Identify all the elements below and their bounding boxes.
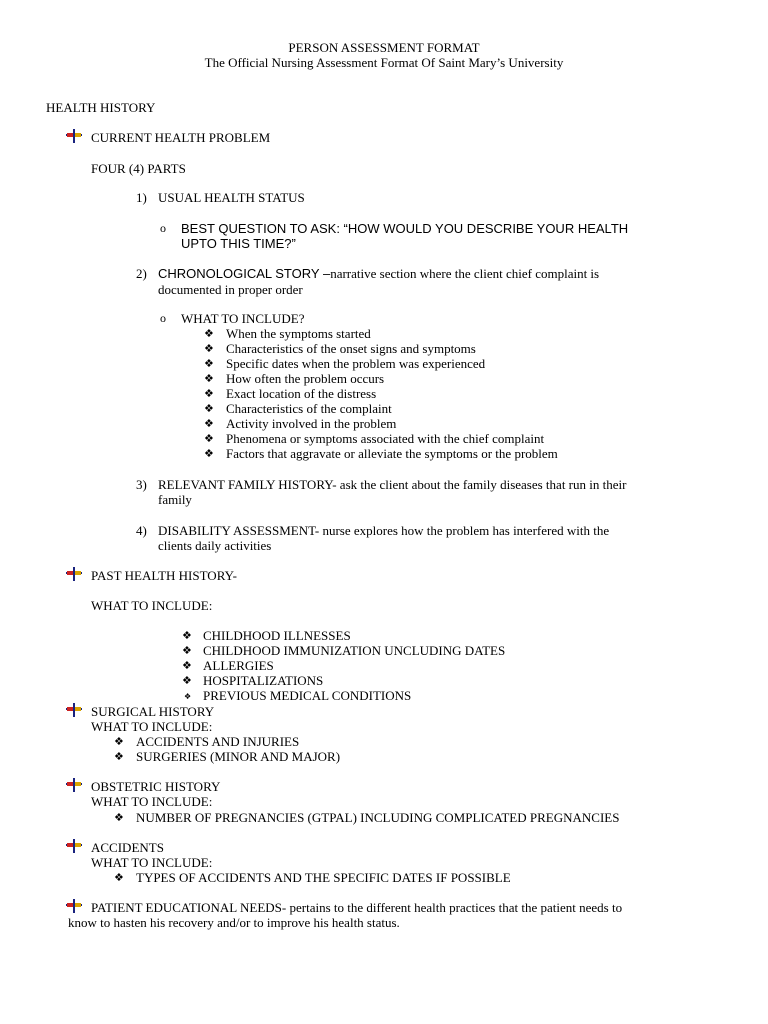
item-number: 2) bbox=[136, 266, 147, 281]
four-diamond-bullet-icon: ❖ bbox=[204, 447, 214, 460]
four-diamond-bullet-icon: ❖ bbox=[114, 811, 124, 824]
educational-needs-rest: - pertains to the different health practices that the patient needs to bbox=[281, 900, 623, 915]
four-diamond-bullet-icon: ❖ bbox=[204, 342, 214, 355]
best-question-line1: BEST QUESTION TO ASK: “HOW WOULD YOU DESCRIBE YOUR HEALTH bbox=[181, 221, 629, 236]
chronological-story-line2: documented in proper order bbox=[158, 282, 303, 297]
past-item: HOSPITALIZATIONS bbox=[203, 673, 324, 688]
four-diamond-bullet-icon: ❖ bbox=[204, 372, 214, 385]
include-item: Exact location of the distress bbox=[226, 386, 377, 401]
family-history-lead: RELEVANT FAMILY HISTORY bbox=[158, 477, 333, 492]
hollow-circle-bullet-icon: o bbox=[160, 221, 166, 235]
document-title: PERSON ASSESSMENT FORMAT bbox=[288, 40, 480, 55]
disability-assessment-lead: DISABILITY ASSESSMENT bbox=[158, 523, 315, 538]
flag-arrow-bullet-icon bbox=[66, 703, 82, 717]
family-history-rest: - ask the client about the family diseases that run in their bbox=[332, 477, 627, 492]
four-diamond-bullet-icon: ❖ bbox=[204, 387, 214, 400]
chronological-story-line1 bbox=[158, 266, 599, 281]
family-history-line1 bbox=[158, 477, 626, 492]
past-item: CHILDHOOD ILLNESSES bbox=[203, 628, 351, 643]
past-item: CHILDHOOD IMMUNIZATION UNCLUDING DATES bbox=[203, 643, 506, 658]
flag-arrow-bullet-icon bbox=[66, 839, 82, 853]
item-number: 4) bbox=[136, 523, 147, 538]
educational-needs-line1 bbox=[91, 900, 622, 915]
obstetric-item: NUMBER OF PREGNANCIES (GTPAL) INCLUDING COMPLICATED PREGNANCIES bbox=[136, 810, 620, 825]
four-parts-label: FOUR (4) PARTS bbox=[91, 161, 186, 176]
what-to-include-label: WHAT TO INCLUDE: bbox=[91, 719, 213, 734]
heading-current-health-problem: CURRENT HEALTH PROBLEM bbox=[91, 130, 271, 145]
include-item: How often the problem occurs bbox=[226, 371, 385, 386]
include-item: Specific dates when the problem was experienced bbox=[226, 356, 486, 371]
four-diamond-bullet-icon: ❖ bbox=[204, 327, 214, 340]
flag-arrow-bullet-icon bbox=[66, 899, 82, 913]
four-diamond-bullet-icon: ❖ bbox=[114, 750, 124, 763]
four-diamond-bullet-icon: ❖ bbox=[182, 644, 192, 657]
four-diamond-bullet-icon: ❖ bbox=[204, 432, 214, 445]
past-item: PREVIOUS MEDICAL CONDITIONS bbox=[203, 688, 412, 703]
past-item: ALLERGIES bbox=[203, 658, 274, 673]
document-subtitle: The Official Nursing Assessment Format Of Saint Mary’s University bbox=[204, 55, 564, 70]
include-item: Characteristics of the onset signs and symptoms bbox=[226, 341, 476, 356]
hollow-circle-bullet-icon: o bbox=[160, 311, 166, 325]
four-diamond-bullet-icon: ❖ bbox=[204, 417, 214, 430]
educational-needs-lead: PATIENT EDUCATIONAL NEEDS bbox=[91, 900, 282, 915]
item-number: 1) bbox=[136, 190, 147, 205]
four-diamond-bullet-icon: ❖ bbox=[114, 871, 124, 884]
surgical-item: SURGERIES (MINOR AND MAJOR) bbox=[136, 749, 341, 764]
chronological-story-lead: CHRONOLOGICAL STORY – bbox=[158, 266, 331, 281]
usual-health-status: USUAL HEALTH STATUS bbox=[158, 190, 305, 205]
what-to-include-label: WHAT TO INCLUDE: bbox=[91, 598, 213, 613]
what-to-include-label: WHAT TO INCLUDE: bbox=[91, 794, 213, 809]
what-to-include-label: WHAT TO INCLUDE? bbox=[181, 311, 305, 326]
four-diamond-bullet-icon: ❖ bbox=[204, 357, 214, 370]
disability-assessment-line2: clients daily activities bbox=[158, 538, 272, 553]
best-question-line2: UPTO THIS TIME?” bbox=[181, 236, 296, 251]
four-diamond-bullet-icon: ❖ bbox=[184, 692, 192, 701]
flag-arrow-bullet-icon bbox=[66, 129, 82, 143]
family-history-line2: family bbox=[158, 492, 192, 507]
include-item: Activity involved in the problem bbox=[226, 416, 397, 431]
surgical-item: ACCIDENTS AND INJURIES bbox=[136, 734, 300, 749]
four-diamond-bullet-icon: ❖ bbox=[114, 735, 124, 748]
what-to-include-label: WHAT TO INCLUDE: bbox=[91, 855, 213, 870]
accidents-item: TYPES OF ACCIDENTS AND THE SPECIFIC DATES IF POSSIBLE bbox=[136, 870, 511, 885]
heading-obstetric-history: OBSTETRIC HISTORY bbox=[91, 779, 221, 794]
flag-arrow-bullet-icon bbox=[66, 567, 82, 581]
heading-accidents: ACCIDENTS bbox=[91, 840, 164, 855]
include-item: Phenomena or symptoms associated with the chief complaint bbox=[226, 431, 545, 446]
four-diamond-bullet-icon: ❖ bbox=[182, 629, 192, 642]
four-diamond-bullet-icon: ❖ bbox=[204, 402, 214, 415]
chronological-story-rest: narrative section where the client chief complaint is bbox=[330, 266, 600, 281]
disability-assessment-rest: - nurse explores how the problem has interfered with the bbox=[314, 523, 610, 538]
item-number: 3) bbox=[136, 477, 147, 492]
flag-arrow-bullet-icon bbox=[66, 778, 82, 792]
include-item: When the symptoms started bbox=[226, 326, 371, 341]
four-diamond-bullet-icon: ❖ bbox=[182, 659, 192, 672]
four-diamond-bullet-icon: ❖ bbox=[182, 674, 192, 687]
heading-past-health-history: PAST HEALTH HISTORY- bbox=[91, 568, 237, 583]
educational-needs-line2: know to hasten his recovery and/or to improve his health status. bbox=[68, 915, 400, 930]
heading-surgical-history: SURGICAL HISTORY bbox=[91, 704, 215, 719]
disability-assessment-line1 bbox=[158, 523, 609, 538]
include-item: Characteristics of the complaint bbox=[226, 401, 392, 416]
section-heading-health-history: HEALTH HISTORY bbox=[46, 100, 156, 115]
include-item: Factors that aggravate or alleviate the symptoms or the problem bbox=[226, 446, 558, 461]
